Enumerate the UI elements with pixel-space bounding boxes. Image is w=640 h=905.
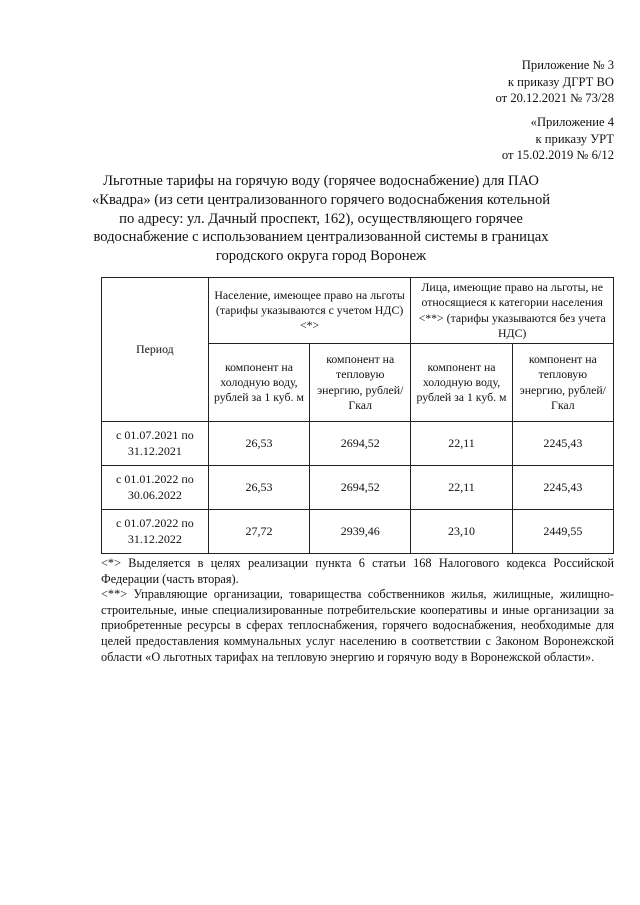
appendix-number: Приложение № 3 [521,58,614,72]
document-title: Льготные тарифы на горячую воду (горячее водоснабжение) для ПАО «Квадра» (из сети централизованного горячего водоснабжения котельной по адресу: ул. Дачный проспект, 162), осуществляющего горячее водоснабжение с использованием централизованной системы в границах городского округа город Воронеж [91,173,551,265]
subheader-heat-energy-2: компонент на тепловую энергию, рублей/Гкал [512,344,613,422]
table-header-row [102,278,614,344]
appendix-date: от 20.12.2021 № 73/28 [495,91,614,105]
value-cell: 23,10 [411,510,512,554]
value-cell: 26,53 [208,466,309,510]
value-cell: 26,53 [208,422,309,466]
subheader-cold-water-1: компонент на холодную воду, рублей за 1 куб. м [208,344,309,422]
value-cell: 2939,46 [310,510,411,554]
original-appendix-date: от 15.02.2019 № 6/12 [501,148,614,162]
table-row [102,422,614,466]
table-row [102,466,614,510]
subheader-cold-water-2: компонент на холодную воду, рублей за 1 куб. м [411,344,512,422]
footnote-organizations: <**> Управляющие организации, товарищества собственников жилья, жилищные, жилищно-строительные, иные специализированные потребительские кооперативы и иные организации за приобретенные ресурсы в сферах теплоснабжения, горячего водоснабжения, необходимые для целей предоставления коммунальных услуг населению в соответствии с Законом Воронежской области «О льготных тарифах на тепловую энергию и горячую воду в Воронежской области». [101,587,614,664]
original-appendix-header [502,114,614,164]
value-cell: 22,11 [411,466,512,510]
period-cell: с 01.01.2022 по 30.06.2022 [102,466,209,510]
population-group-header: Население, имеющее право на льготы (тарифы указываются с учетом НДС) <*> [208,278,411,344]
value-cell: 27,72 [208,510,309,554]
table-row [102,510,614,554]
value-cell: 2245,43 [512,466,613,510]
value-cell: 2694,52 [310,466,411,510]
footnotes [101,556,614,665]
value-cell: 2245,43 [512,422,613,466]
value-cell: 2694,52 [310,422,411,466]
subheader-heat-energy-1: компонент на тепловую энергию, рублей/Гкал [310,344,411,422]
value-cell: 2449,55 [512,510,613,554]
appendix-order: к приказу ДГРТ ВО [507,74,614,89]
original-appendix-order: к приказу УРТ [535,131,614,146]
period-cell: с 01.07.2021 по 31.12.2021 [102,422,209,466]
tariff-table [101,277,614,554]
non-population-group-header: Лица, имеющие право на льготы, не относящиеся к категории населения <**> (тарифы указываются без учета НДС) [411,278,614,344]
period-header: Период [102,278,209,422]
original-appendix-number: «Приложение 4 [530,115,614,129]
value-cell: 22,11 [411,422,512,466]
footnote-vat: <*> Выделяется в целях реализации пункта 6 статьи 168 Налогового кодекса Российской Федерации (часть вторая). [101,556,614,586]
appendix-header [496,57,614,107]
period-cell: с 01.07.2022 по 31.12.2022 [102,510,209,554]
